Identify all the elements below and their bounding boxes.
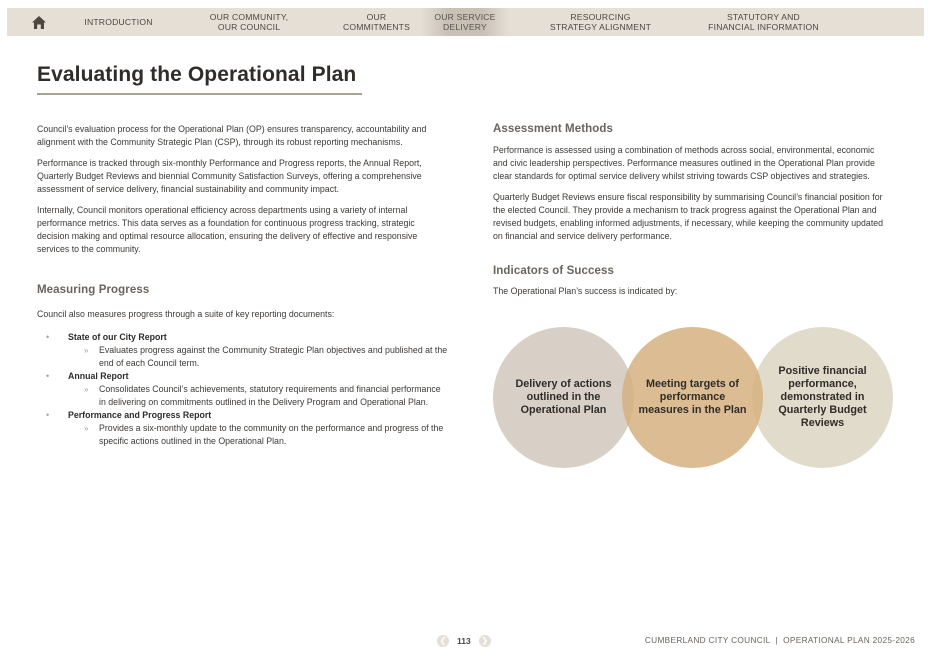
page-number: 113 (457, 636, 471, 646)
intro-paragraph-3: Internally, Council monitors operational efficiency across departments using a variety of internal performance metrics. This data serves as a foundation for continuous progress tracking, strategic decision making and optimal resource allocation, ensuring the delivery of effective and responsive services to the community. (37, 205, 418, 254)
chevron-right-icon: ❯ (481, 636, 489, 645)
doc-description: » Consolidates Council’s achievements, statutory requirements and financial performance in delivering on commitments outlined in the Delivery Program and Operational Plan. (68, 383, 449, 409)
indicator-circle-actions: Delivery of actions outlined in the Operational Plan (493, 327, 634, 468)
nav-tab-our-service-delivery[interactable]: OUR SERVICE DELIVERY (421, 8, 509, 36)
page-title: Evaluating the Operational Plan (37, 63, 357, 86)
indicator-circle-targets: Meeting targets of performance measures in the Plan (622, 327, 763, 468)
right-column (493, 123, 888, 306)
nav-tab-our-community[interactable]: OUR COMMUNITY, OUR COUNCIL (209, 12, 289, 32)
intro-paragraph-2: Performance is tracked through six-monthly Performance and Progress reports, the Annual Report, Quarterly Budget Reviews and biennial Community Satisfaction Surveys, offering a comprehensive assessment of service delivery, financial sustainability and community impact. (37, 158, 422, 194)
list-item (37, 370, 449, 409)
nav-tab-statutory-financial[interactable]: STATUTORY AND FINANCIAL INFORMATION (708, 12, 819, 32)
doc-title: • Performance and Progress Report (68, 410, 212, 420)
doc-title: • State of our City Report (68, 332, 167, 342)
doc-title: • Annual Report (68, 371, 129, 381)
nav-tab-our-commitments[interactable]: OUR COMMITMENTS (342, 12, 411, 32)
page-navigation (437, 635, 491, 647)
measuring-progress-heading: Measuring Progress (37, 284, 150, 296)
left-column (37, 123, 449, 448)
indicators-heading: Indicators of Success (493, 265, 614, 277)
assessment-methods-heading: Assessment Methods (493, 123, 614, 135)
chevron-left-icon: ❮ (439, 636, 447, 645)
home-icon (31, 15, 47, 30)
list-item (37, 331, 449, 370)
previous-page-button[interactable] (437, 635, 449, 647)
top-navigation (7, 8, 924, 36)
title-underline (37, 93, 362, 95)
indicator-circle-financial: Positive financial performance, demonstrated in Quarterly Budget Reviews (752, 327, 893, 468)
doc-description: » Provides a six-monthly update to the community on the performance and progress of the specific actions outlined in the Operational Plan. (68, 422, 449, 448)
next-page-button[interactable] (479, 635, 491, 647)
assessment-paragraph-1: Performance is assessed using a combination of methods across social, environmental, economic and civic leadership perspectives. Performance measures outlined in the Operational Plan provide clear standards for optimal service delivery whilst striving towards CSP objectives and strategies. (493, 145, 875, 181)
list-item (37, 409, 449, 448)
nav-tab-resourcing-strategy[interactable]: RESOURCING STRATEGY ALIGNMENT (549, 12, 652, 32)
indicators-lead: The Operational Plan’s success is indicated by: (493, 286, 678, 296)
assessment-paragraph-2: Quarterly Budget Reviews ensure fiscal responsibility by summarising Council’s financial position for the elected Council. They provide a mechanism to track progress against the Operational Plan and revised budgets, enabling informed adjustments, if necessary, while keeping the community updated on financial and service delivery performance. (493, 192, 884, 241)
indicators-venn-diagram (493, 327, 895, 469)
publication-footer: CUMBERLAND CITY COUNCIL | OPERATIONAL PLAN 2025-2026 (644, 635, 915, 645)
doc-description: » Evaluates progress against the Community Strategic Plan objectives and published at the end of each Council term. (68, 344, 449, 370)
reporting-documents-list (37, 331, 449, 448)
home-button[interactable] (7, 8, 71, 36)
measuring-progress-lead: Council also measures progress through a suite of key reporting documents: (37, 309, 335, 319)
nav-tab-introduction[interactable]: INTRODUCTION (84, 17, 153, 27)
intro-paragraph-1: Council’s evaluation process for the Operational Plan (OP) ensures transparency, accountability and alignment with the Community Strategic Plan (CSP), through its robust reporting mechanisms. (37, 124, 427, 147)
